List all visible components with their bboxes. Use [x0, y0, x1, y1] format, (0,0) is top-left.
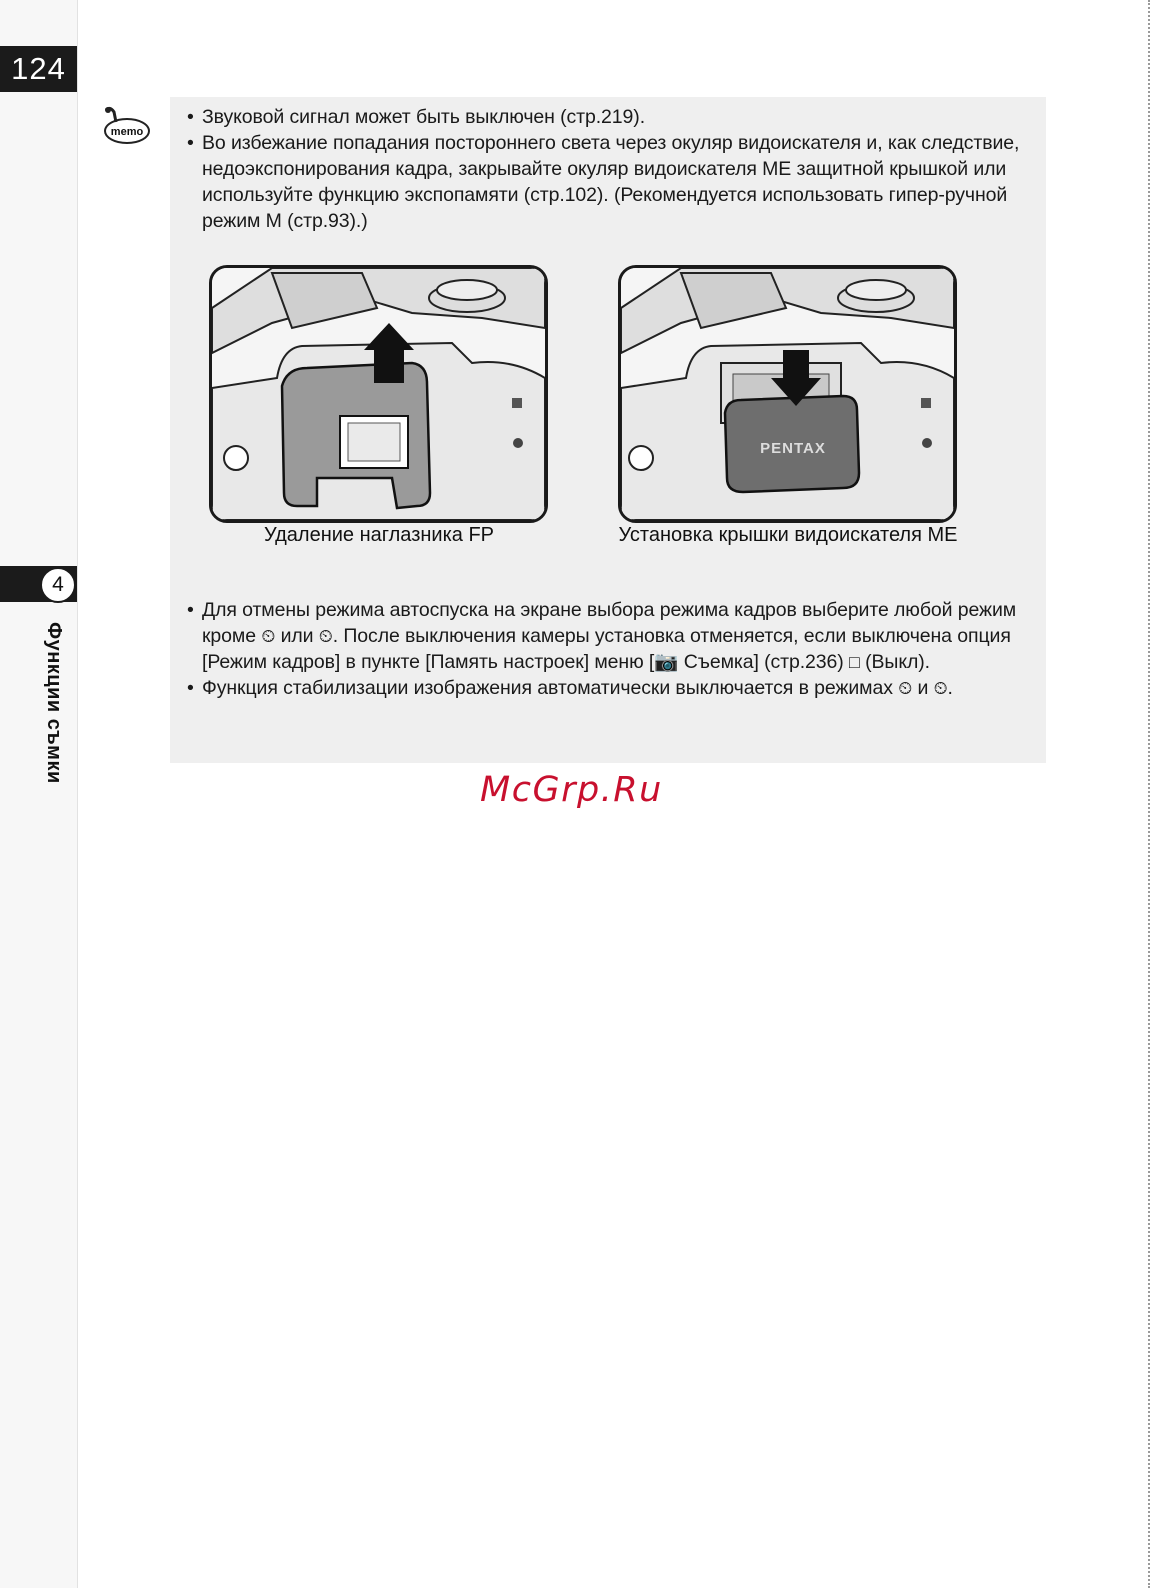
self-timer-icon: ⏲ — [261, 626, 276, 646]
bullet-3-text-2: или — [280, 625, 314, 647]
figure-caption-2: Установка крышки видоискателя ME — [618, 524, 958, 546]
bullet-3-text-1: Для отмены режима автоспуска на экране выбора режима кадров выберите любой режим кроме — [202, 599, 1017, 647]
bullet-3-text-4: Съемка] (стр.236) — [683, 651, 844, 673]
memo-bullet-4 — [182, 675, 1044, 701]
memo-icon-label: memo — [110, 126, 144, 138]
figure-remove-eyecup — [209, 265, 548, 523]
bullet-3-text-3: . После выключения камеры установка отменяется, если выключена опция [Режим кадров] в пункте [Память настроек] меню [ — [202, 625, 1011, 673]
remote-timer-icon: ⏲ — [318, 626, 333, 646]
watermark: McGrp.Ru — [480, 770, 663, 810]
eyecup-removal-illustration — [212, 268, 545, 520]
memo-icon — [100, 104, 152, 146]
chapter-title: Функции съмки — [43, 622, 65, 784]
chapter-number: 4 — [40, 567, 76, 603]
figure-install-cap — [618, 265, 957, 523]
figure-caption-1: Удаление наглазника FP — [263, 524, 495, 546]
bullet-4-text-1: Функция стабилизации изображения автоматически выключается в режимах — [202, 677, 893, 699]
cap-brand-label: PENTAX — [760, 440, 826, 457]
self-timer-icon: ⏲ — [898, 678, 913, 698]
memo-bullet-2: • Во избежание попадания постороннего света через окуляр видоискателя и, как следствие, недоэкспонирования кадра, закрывайте окуляр видоискателя ME защитной крышкой или используйте функцию экспопамяти (стр.102). (Рекомендуется использовать гипер-ручной режим M (стр.93).) — [182, 130, 1044, 234]
memo-list-bottom — [182, 597, 1044, 701]
bullet-3-text-5: (Выкл). — [865, 651, 930, 673]
off-box-icon: □ — [849, 652, 860, 672]
remote-timer-icon: ⏲ — [933, 678, 948, 698]
page-number: 124 — [0, 46, 77, 92]
margin-band — [0, 0, 78, 1588]
bullet-4-text-3: . — [947, 677, 953, 699]
memo-list-top — [182, 104, 1044, 234]
camera-icon: 📷 — [654, 651, 679, 673]
page-edge — [1144, 0, 1150, 1588]
memo-bullet-1: • Звуковой сигнал может быть выключен (стр.219). — [182, 104, 1044, 130]
bullet-4-text-2: и — [917, 677, 929, 699]
eyepiece-cap-illustration — [621, 268, 954, 520]
memo-bullet-3 — [182, 597, 1044, 675]
